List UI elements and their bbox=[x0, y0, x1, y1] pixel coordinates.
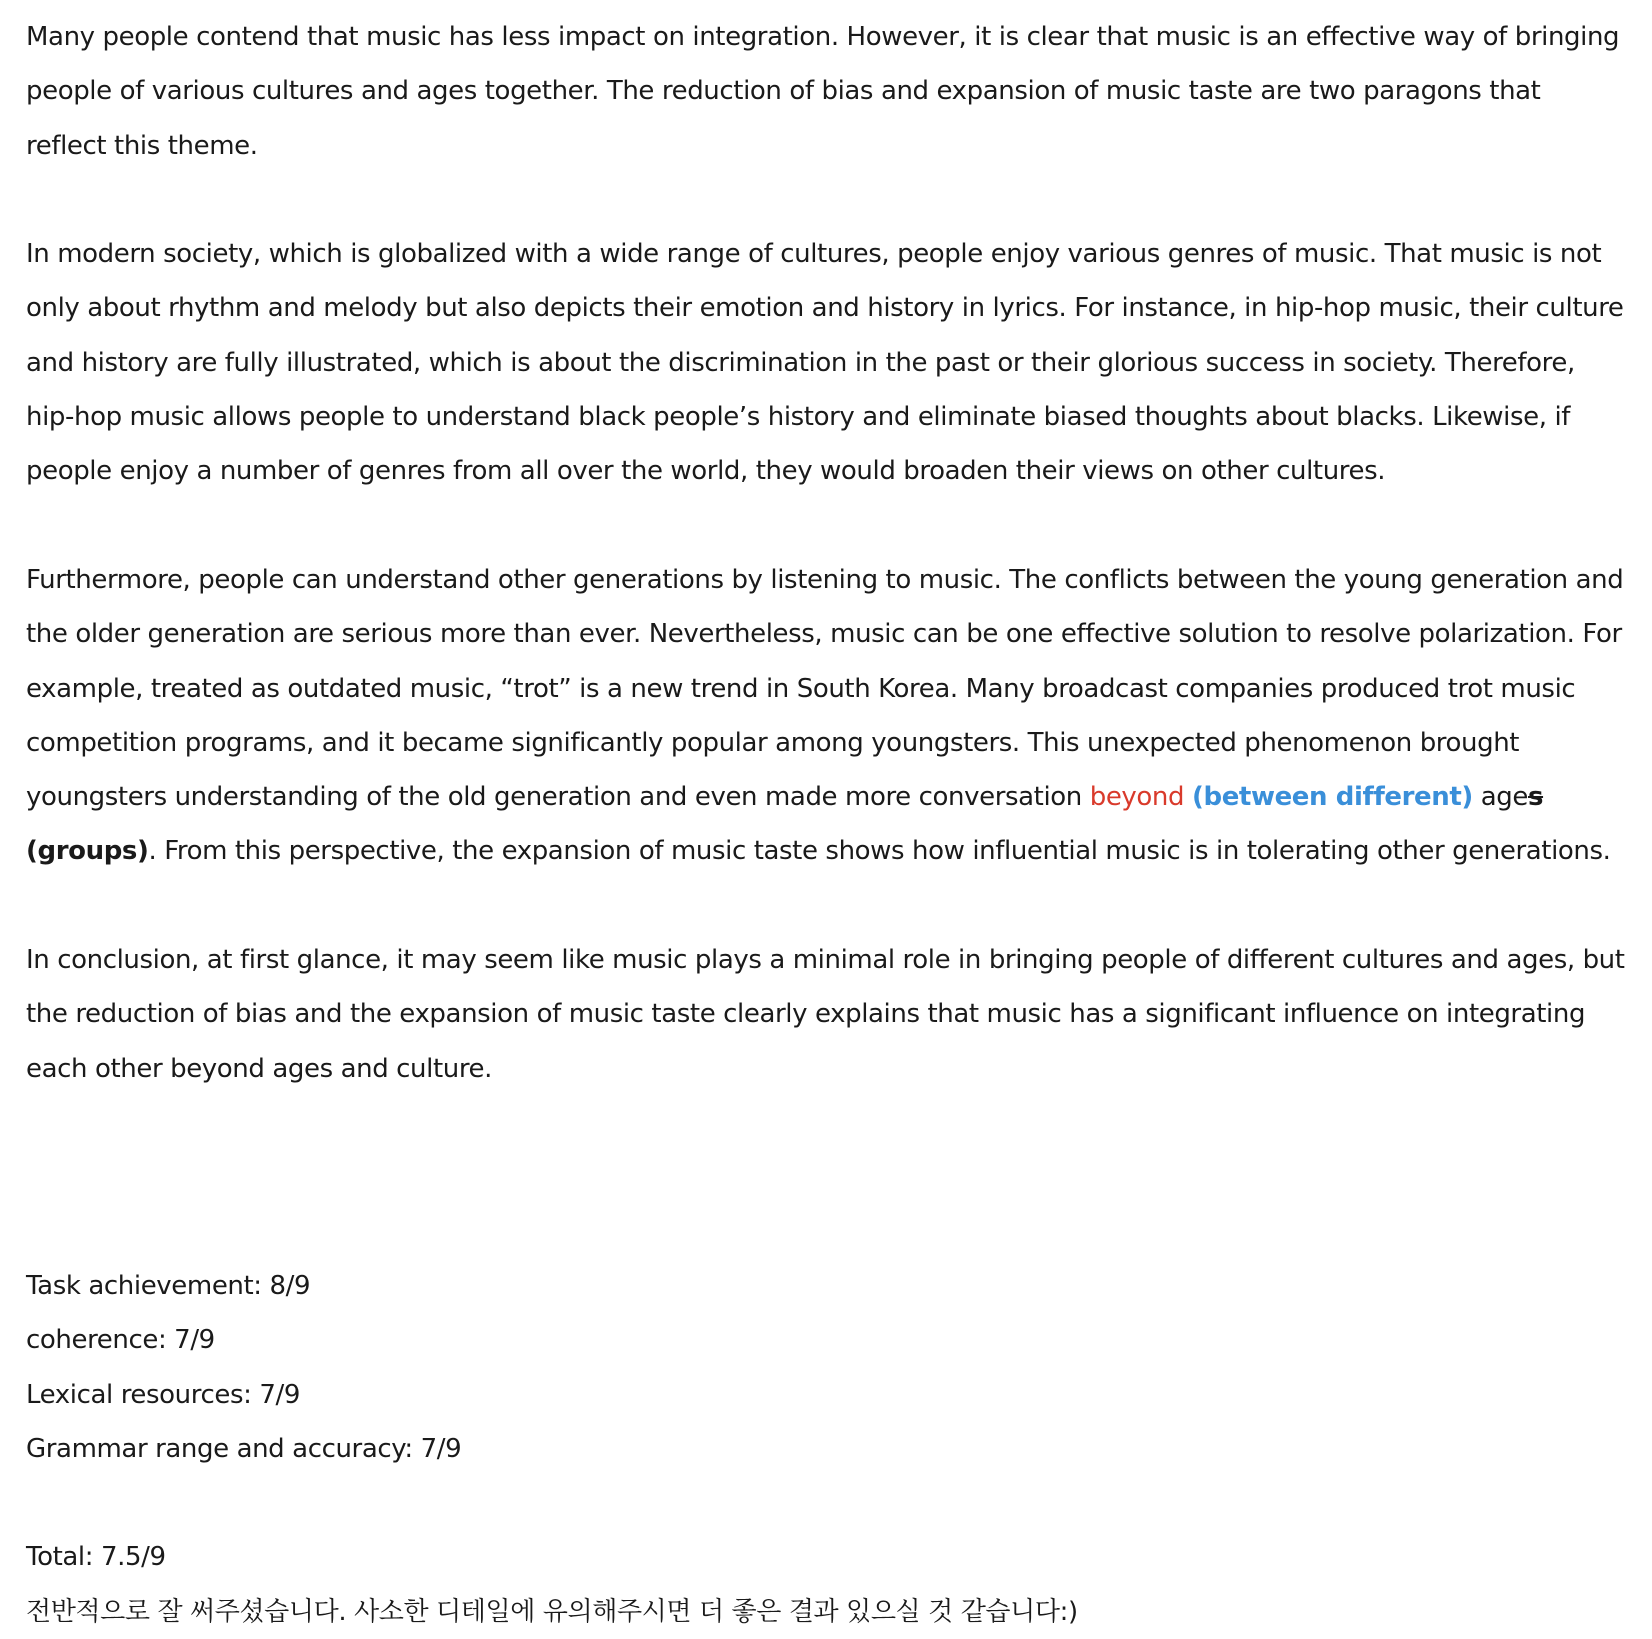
correction-inserted-phrase: (between different) bbox=[1192, 782, 1473, 813]
correction-struck-letter: s bbox=[1527, 782, 1544, 813]
correction-added-word: (groups) bbox=[26, 836, 149, 867]
essay-paragraph-introduction: Many people contend that music has less impact on integration. However, it is clear that music is an effective way of bringing people of various cultures and ages together. The reduction of bias and expansion of music taste are two paragons that reflect this theme. bbox=[26, 22, 1620, 161]
paragraph-spacer bbox=[26, 173, 1626, 227]
paragraph-spacer bbox=[26, 879, 1626, 933]
paragraph-spacer bbox=[26, 499, 1626, 553]
reviewer-comment: 전반적으로 잘 써주셨습니다. 사소한 디테일에 유의해주시면 더 좋은 결과 있으실 것 같습니다:) bbox=[26, 1596, 1078, 1627]
body-2-text-before: Furthermore, people can understand other generations by listening to music. The conflicts between the young generation and the older generation are serious more than ever. Nevertheless, music can be one effective solution to resolve polarization. For example, treated as outdated music, “trot” is a new trend in South Korea. Many broadcast companies produced trot music competition programs, and it became significantly popular among youngsters. This unexpected phenomenon brought youngsters understanding of the old generation and even made more conversation bbox=[26, 564, 1624, 813]
section-spacer bbox=[26, 1476, 1626, 1530]
essay-paragraph-body-1: In modern society, which is globalized with a wide range of cultures, people enjoy various genres of music. That music is not only about rhythm and melody but also depicts their emotion and history in lyrics. For instance, in hip-hop music, their culture and history are fully illustrated, which is about the discrimination in the past or their glorious success in society. Therefore, hip-hop music allows people to understand black people’s history and eliminate biased thoughts about blacks. Likewise, if people enjoy a number of genres from all over the world, they would broaden their views on other cultures. bbox=[26, 239, 1624, 487]
score-breakdown bbox=[26, 1259, 1626, 1476]
section-spacer bbox=[26, 1096, 1626, 1259]
correction-removed-word: beyond bbox=[1089, 782, 1185, 813]
correction-word-stem: age bbox=[1480, 782, 1528, 813]
score-task-achievement: Task achievement: 8/9 bbox=[26, 1270, 311, 1301]
body-2-text-after: . From this perspective, the expansion of music taste shows how influential music is in tolerating other generations. bbox=[148, 836, 1611, 867]
score-grammar: Grammar range and accuracy: 7/9 bbox=[26, 1433, 462, 1464]
score-total: Total: 7.5/9 bbox=[26, 1542, 166, 1573]
score-lexical-resources: Lexical resources: 7/9 bbox=[26, 1379, 300, 1410]
essay-paragraph-conclusion: In conclusion, at first glance, it may seem like music plays a minimal role in bringing people of different cultures and ages, but the reduction of bias and the expansion of music taste clearly explains that music has a significant influence on integrating each other beyond ages and culture. bbox=[26, 945, 1625, 1084]
score-coherence: coherence: 7/9 bbox=[26, 1325, 215, 1356]
essay-paragraph-body-2 bbox=[26, 553, 1626, 879]
